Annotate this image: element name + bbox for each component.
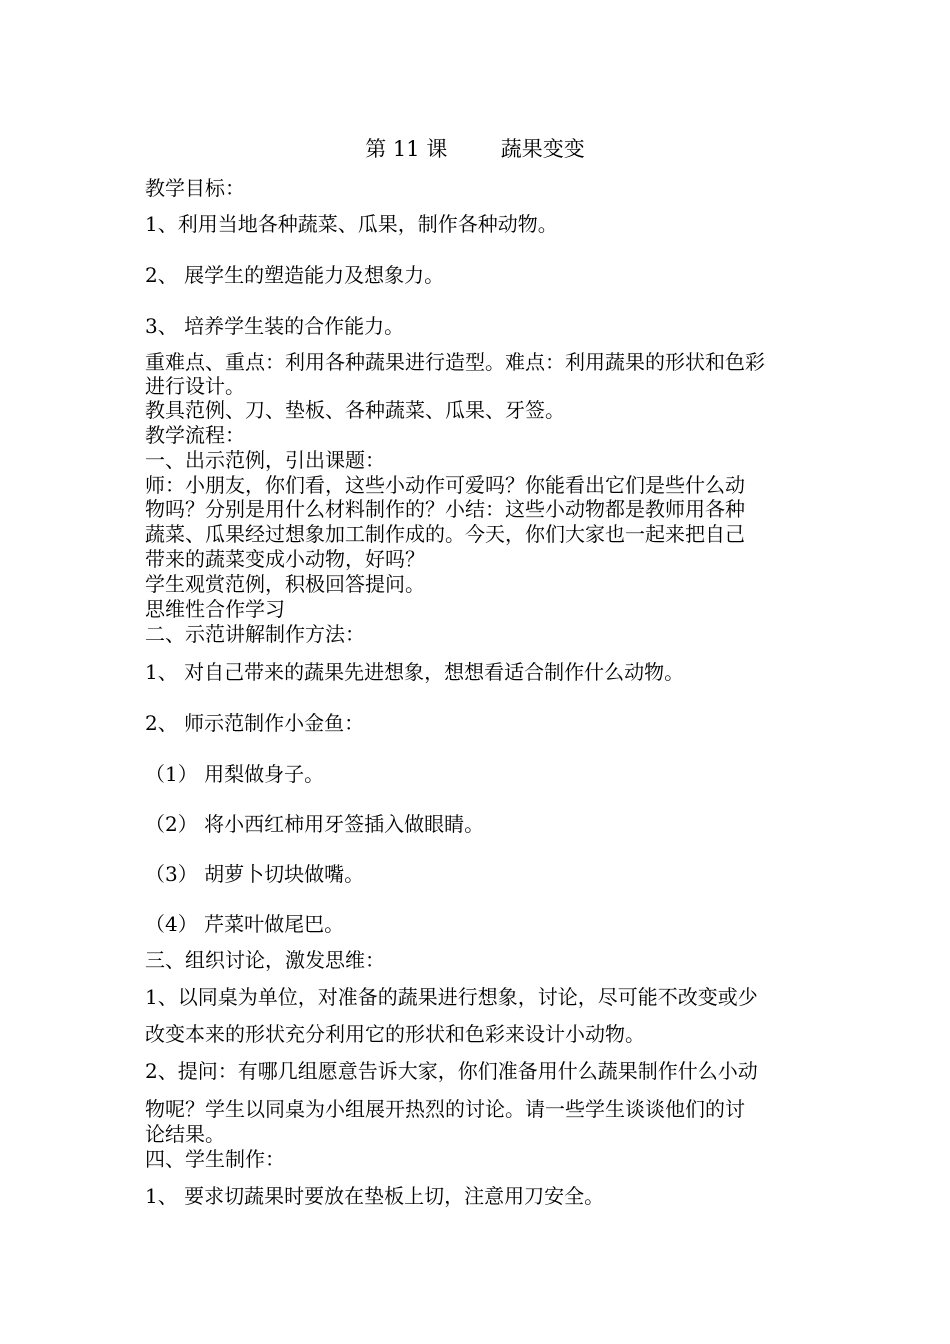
line-teacher-4: 带来的蔬菜变成小动物，好吗？	[145, 547, 425, 571]
line-goal-2: 2、 展学生的塑造能力及想象力。	[145, 263, 445, 287]
line-students-view: 学生观赏范例，积极回答提问。	[145, 572, 425, 596]
line-teaching-aids: 教具范例、刀、垫板、各种蔬菜、瓜果、牙签。	[145, 398, 565, 422]
line-make-1: 1、 要求切蔬果时要放在垫板上切，注意用刀安全。	[145, 1184, 605, 1208]
line-step-3: （3） 胡萝卜切块做嘴。	[145, 862, 365, 886]
line-goal-3: 3、 培养学生装的合作能力。	[145, 314, 405, 338]
line-section-3: 三、组织讨论，激发思维：	[145, 948, 385, 972]
line-method-1: 1、 对自己带来的蔬果先进想象，想想看适合制作什么动物。	[145, 660, 685, 684]
line-key-points-cont: 进行设计。	[145, 374, 245, 398]
line-key-points: 重难点、重点：利用各种蔬果进行造型。难点：利用蔬果的形状和色彩	[145, 350, 765, 374]
line-section-4: 四、学生制作：	[145, 1147, 285, 1171]
line-teaching-goals-heading: 教学目标：	[145, 176, 245, 200]
line-discuss-1: 1、以同桌为单位，对准备的蔬果进行想象，讨论，尽可能不改变或少	[145, 985, 758, 1009]
line-method-2: 2、 师示范制作小金鱼：	[145, 711, 365, 735]
line-section-1: 一、出示范例，引出课题：	[145, 448, 385, 472]
line-discuss-2-end: 论结果。	[145, 1122, 225, 1146]
line-teacher-3: 蔬菜、瓜果经过想象加工制作成的。今天，你们大家也一起来把自己	[145, 522, 745, 546]
line-step-2: （2） 将小西红柿用牙签插入做眼睛。	[145, 812, 485, 836]
lesson-title: 第 11 课 蔬果变变	[365, 137, 585, 161]
line-process-heading: 教学流程：	[145, 423, 245, 447]
line-cooperative: 思维性合作学习	[145, 597, 285, 621]
line-goal-1: 1、利用当地各种蔬菜、瓜果，制作各种动物。	[145, 212, 558, 236]
line-discuss-1-cont: 改变本来的形状充分利用它的形状和色彩来设计小动物。	[145, 1022, 645, 1046]
line-discuss-2: 2、提问：有哪几组愿意告诉大家，你们准备用什么蔬果制作什么小动	[145, 1059, 758, 1083]
line-section-2: 二、示范讲解制作方法：	[145, 622, 365, 646]
line-teacher-2: 物吗？分别是用什么材料制作的？小结：这些小动物都是教师用各种	[145, 497, 745, 521]
line-step-4: （4） 芹菜叶做尾巴。	[145, 912, 345, 936]
line-step-1: （1） 用梨做身子。	[145, 762, 325, 786]
line-teacher-1: 师：小朋友，你们看，这些小动作可爱吗？你能看出它们是些什么动	[145, 473, 745, 497]
line-discuss-2-cont: 物呢？学生以同桌为小组展开热烈的讨论。请一些学生谈谈他们的讨	[145, 1097, 745, 1121]
